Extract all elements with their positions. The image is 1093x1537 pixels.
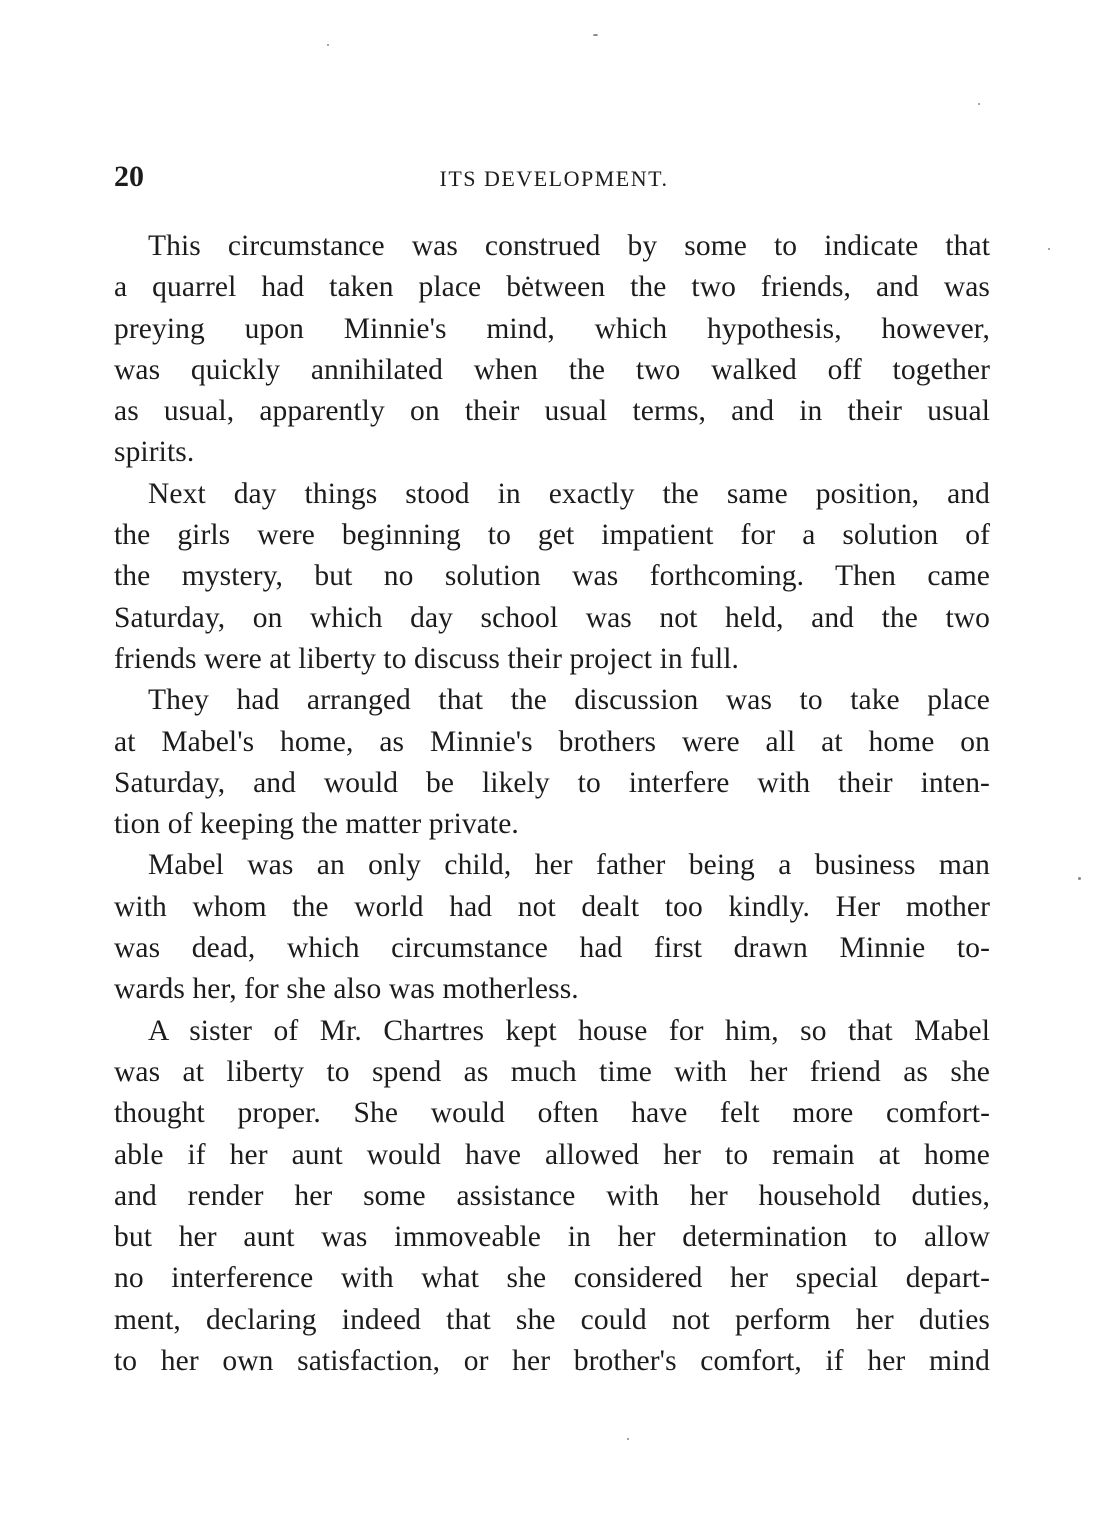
paragraph	[114, 474, 990, 680]
text-line: tion of keeping the matter private.	[114, 808, 519, 841]
paragraph	[114, 226, 990, 474]
paragraph	[114, 680, 990, 845]
text-line: Mabel was an only child, her father being a business man	[148, 849, 990, 882]
running-title: ITS DEVELOPMENT.	[439, 166, 669, 191]
text-line: the mystery, but no solution was forthcoming. Then came	[114, 560, 990, 593]
scan-speck	[978, 103, 980, 105]
text-line: no interference with what she considered her special depart-	[114, 1262, 990, 1295]
text-line: ment, declaring indeed that she could not perform her duties	[114, 1303, 990, 1336]
text-line: was quickly annihilated when the two walked off together	[114, 353, 990, 386]
text-line: They had arranged that the discussion was to take place	[148, 684, 990, 717]
text-line: was dead, which circumstance had first drawn Minnie to-	[114, 932, 990, 965]
scan-speck	[1048, 248, 1050, 250]
text-line: was at liberty to spend as much time with her friend as she	[114, 1055, 990, 1088]
text-line: but her aunt was immoveable in her determination to allow	[114, 1221, 990, 1254]
text-line: Saturday, and would be likely to interfere with their inten-	[114, 766, 990, 799]
text-line: Saturday, on which day school was not held, and the two	[114, 601, 990, 634]
scan-speck	[327, 44, 329, 46]
text-line: as usual, apparently on their usual terms, and in their usual	[114, 395, 990, 428]
text-line: at Mabel's home, as Minnie's brothers were all at home on	[114, 725, 990, 758]
text-line: A sister of Mr. Chartres kept house for him, so that Mabel	[148, 1014, 990, 1047]
text-line: to her own satisfaction, or her brother's comfort, if her mind	[114, 1345, 990, 1378]
text-line: friends were at liberty to discuss their project in full.	[114, 642, 740, 675]
text-line: Next day things stood in exactly the same position, and	[148, 477, 990, 510]
body-text	[114, 226, 990, 1382]
scan-speck	[627, 1438, 629, 1440]
text-line: and render her some assistance with her household duties,	[114, 1179, 990, 1212]
page-header	[114, 160, 994, 200]
text-line: the girls were beginning to get impatient for a solution of	[114, 519, 990, 552]
text-line: This circumstance was construed by some to indicate that	[148, 230, 990, 262]
text-line: a quarrel had taken place bėtween the two friends, and was	[114, 271, 990, 304]
page-number: 20	[114, 160, 144, 193]
paragraph	[114, 1011, 990, 1383]
text-line: preying upon Minnie's mind, which hypothesis, however,	[114, 312, 990, 345]
text-line: thought proper. She would often have felt more comfort-	[114, 1097, 990, 1130]
text-line: able if her aunt would have allowed her to remain at home	[114, 1138, 990, 1171]
paragraph	[114, 845, 990, 1010]
scan-speck	[1078, 877, 1081, 880]
text-line: with whom the world had not dealt too kindly. Her mother	[114, 890, 990, 923]
scan-speck	[593, 34, 598, 36]
text-line: wards her, for she also was motherless.	[114, 973, 579, 1006]
text-line: spirits.	[114, 436, 195, 469]
